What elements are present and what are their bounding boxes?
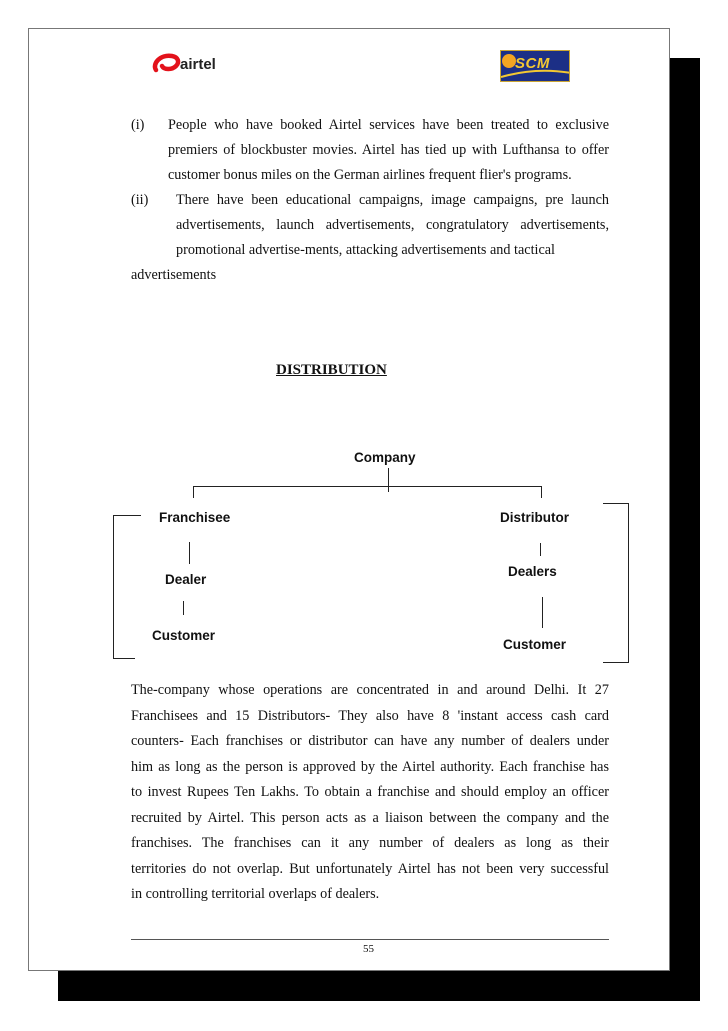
connector-right-drop [541,486,542,498]
list-marker-2: (ii) [131,192,149,208]
list-marker-1: (i) [131,117,145,133]
footer-rule [131,939,609,940]
node-dealer: Dealer [165,572,207,587]
scm-logo [500,50,570,82]
list-item-1-line-1: People who have booked Airtel services have been treated to exclusive [168,117,609,133]
list-item-2-line-3: promotional advertise-ments, attacking advertisements and tactical [176,242,555,258]
scm-logo-text: SCM [515,55,550,72]
paragraph-line: recruited by Airtel. This person acts as a liaison between the company and the [131,809,609,826]
body-paragraph [131,678,609,908]
left-bracket-top [113,515,141,516]
list-item-1-line-3: customer bonus miles on the German airlines frequent flier's programs. [168,167,572,183]
paragraph-line: counters- Each franchises or distributor can have any number of dealers under [131,733,609,749]
right-bracket-top [603,503,629,504]
connector-horizontal [193,486,542,487]
page-shadow-right [670,58,700,1001]
list-item-2-line-2: advertisements, launch advertisements, congratulatory advertisements, [176,217,609,233]
left-bracket-vertical [113,515,114,659]
connector-franchisee-dealer [189,542,190,564]
right-bracket-bottom [603,662,629,663]
list-item-2-continuation: advertisements [131,267,217,283]
connector-dealer-customer [183,601,184,615]
node-franchisee: Franchisee [159,510,231,525]
connector-company-down [388,468,389,492]
paragraph-line: The-company whose operations are concentrated in and around Delhi. It 27 [131,682,609,698]
paragraph-line: him as long as the person is approved by the Airtel authority. Each franchise has [131,758,609,775]
node-customer-left: Customer [152,628,216,643]
connector-dealers-customer [542,597,543,628]
right-bracket-vertical [628,503,629,663]
airtel-wordmark: airtel [180,56,216,73]
section-heading: DISTRIBUTION [276,362,387,378]
left-bracket-bottom [113,658,135,659]
paragraph-line: territories do not overlap. But unfortunately Airtel has not been very successful [131,860,609,877]
list-item-1-line-2: premiers of blockbuster movies. Airtel has tied up with Lufthansa to offer [168,142,609,158]
node-dealers: Dealers [508,564,557,579]
paragraph-line: Franchisees and 15 Distributors- They also have 8 'instant access cash card [131,707,609,724]
node-distributor: Distributor [500,510,569,525]
page-number: 55 [363,943,374,955]
connector-left-drop [193,486,194,498]
paragraph-line: franchises. The franchises can it any number of dealers as long as their [131,835,609,851]
connector-distributor-dealers [540,543,541,556]
paragraph-line: in controlling territorial overlaps of dealers. [131,886,380,902]
node-customer-right: Customer [503,637,567,652]
list-item-2-line-1: There have been educational campaigns, image campaigns, pre launch [176,192,609,208]
paragraph-line: to invest Rupees Ten Lakhs. To obtain a franchise and should employ an officer [131,784,609,800]
page-shadow-bottom [58,971,700,1001]
node-company: Company [354,450,416,465]
